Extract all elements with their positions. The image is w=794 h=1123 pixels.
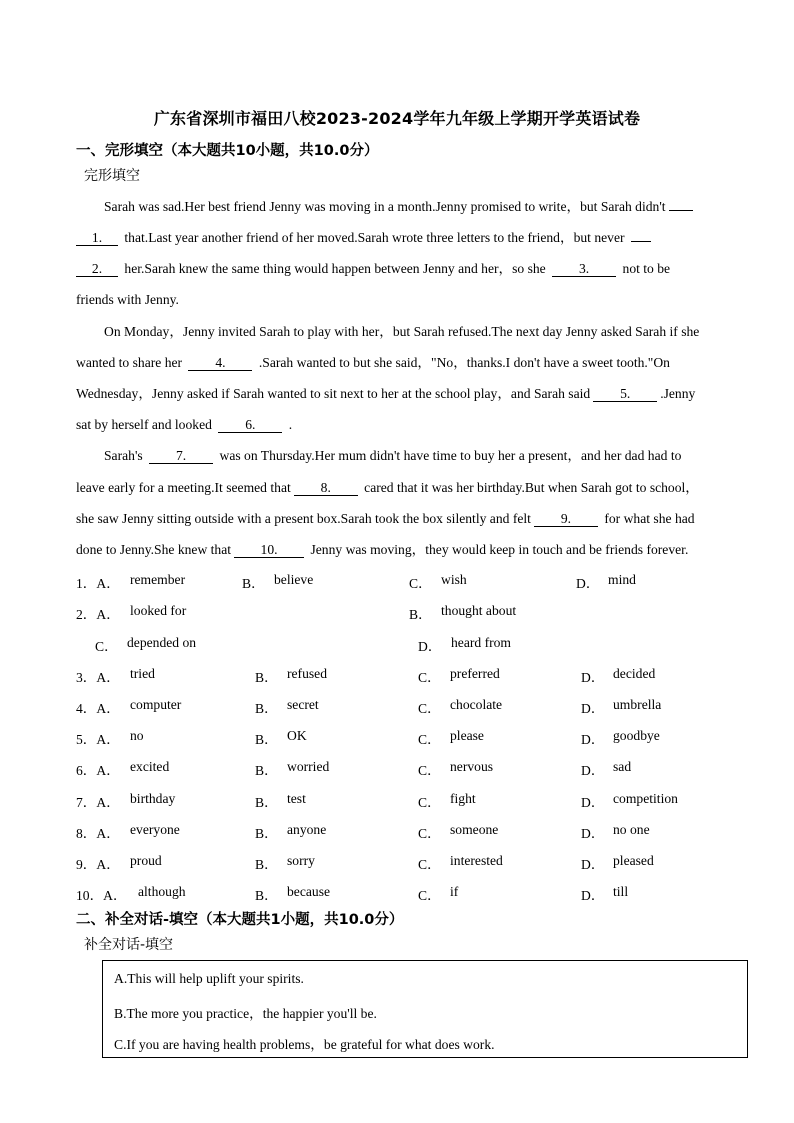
passage-line xyxy=(76,354,746,372)
passage-text: Sarah's xyxy=(104,448,143,463)
option-c[interactable]: please xyxy=(450,728,484,743)
option-d-label: D． xyxy=(581,763,605,778)
option-a[interactable]: although xyxy=(138,884,186,899)
option-b[interactable]: sorry xyxy=(287,853,315,868)
passage-text: .Jenny xyxy=(660,386,696,401)
option-c-label: C． xyxy=(418,826,441,841)
question-row xyxy=(76,822,756,840)
dialog-options-box xyxy=(102,960,748,1058)
option-c-label: C． xyxy=(418,763,441,778)
passage-line xyxy=(76,229,746,247)
option-c[interactable]: wish xyxy=(441,572,467,587)
question-number: 3．A． xyxy=(76,670,120,685)
option-a[interactable]: birthday xyxy=(130,791,176,806)
passage-line xyxy=(76,385,746,403)
blank-underline xyxy=(631,241,651,242)
passage-line xyxy=(76,260,746,278)
option-d-label: D． xyxy=(581,795,605,810)
option-a[interactable]: excited xyxy=(130,759,170,774)
question-row xyxy=(76,603,756,621)
question-row xyxy=(76,853,756,871)
question-row xyxy=(76,697,756,715)
option-b[interactable]: anyone xyxy=(287,822,327,837)
option-c-label: C． xyxy=(409,576,432,591)
option-c-label: C． xyxy=(418,888,441,903)
option-b-label: B． xyxy=(255,795,278,810)
section-2-heading: 二、补全对话-填空（本大题共1小题，共10.0分） xyxy=(76,912,404,928)
option-c-label: C． xyxy=(418,670,441,685)
passage-text: for what she had xyxy=(604,511,695,526)
option-a[interactable]: tried xyxy=(130,666,155,681)
option-d-label: D． xyxy=(576,576,600,591)
section-1-subheading: 完形填空 xyxy=(84,168,140,184)
option-c-label: C． xyxy=(418,857,441,872)
option-a[interactable]: no xyxy=(130,728,144,743)
option-b[interactable]: thought about xyxy=(441,603,517,618)
option-d-label: D． xyxy=(581,826,605,841)
option-b[interactable]: test xyxy=(287,791,306,806)
option-b[interactable]: worried xyxy=(287,759,330,774)
passage-text: was on Thursday.Her mum didn't have time to buy her a present，and her dad had to xyxy=(219,448,682,463)
option-c[interactable]: someone xyxy=(450,822,499,837)
dialog-option-b: B.The more you practice，the happier you'll be. xyxy=(114,1006,377,1021)
passage-text: . xyxy=(288,417,293,432)
passage-text: her.Sarah knew the same thing would happen between Jenny and her，so she xyxy=(124,261,546,276)
dialog-option-a: A.This will help uplift your spirits. xyxy=(114,971,304,986)
passage-line: On Monday，Jenny invited Sarah to play with her，but Sarah refused.The next day Jenny asked Sarah if she xyxy=(104,324,700,339)
blank-3: 3. xyxy=(552,262,616,277)
blank-2: 2. xyxy=(76,262,118,277)
option-b[interactable]: OK xyxy=(287,728,307,743)
option-d[interactable]: till xyxy=(613,884,629,899)
option-d[interactable]: goodbye xyxy=(613,728,660,743)
option-b-label: B． xyxy=(255,857,278,872)
passage-text: Jenny was moving，they would keep in touch and be friends forever. xyxy=(310,542,689,557)
passage-text: wanted to share her xyxy=(76,355,183,370)
option-c-label: C． xyxy=(418,701,441,716)
question-row xyxy=(76,635,756,653)
option-c[interactable]: nervous xyxy=(450,759,494,774)
option-d-label: D． xyxy=(581,670,605,685)
option-b-label: B． xyxy=(255,826,278,841)
passage-text: not to be xyxy=(622,261,671,276)
option-d[interactable]: heard from xyxy=(451,635,512,650)
blank-10: 10. xyxy=(234,543,304,558)
question-number: 7．A． xyxy=(76,795,120,810)
dialog-option-c: C.If you are having health problems，be grateful for what does work. xyxy=(114,1037,495,1052)
passage-line xyxy=(76,510,746,528)
section-1-heading: 一、完形填空（本大题共10小题，共10.0分） xyxy=(76,143,379,159)
option-c-label: C． xyxy=(95,639,118,654)
question-row xyxy=(76,666,756,684)
blank-7: 7. xyxy=(149,449,213,464)
question-number: 8．A． xyxy=(76,826,120,841)
passage-text: cared that it was her birthday.But when Sarah got to school， xyxy=(364,480,699,495)
question-number: 5．A． xyxy=(76,732,120,747)
option-d[interactable]: no one xyxy=(613,822,650,837)
option-d[interactable]: competition xyxy=(613,791,678,806)
option-a[interactable]: proud xyxy=(130,853,162,868)
option-a[interactable]: computer xyxy=(130,697,182,712)
question-number: 6．A． xyxy=(76,763,120,778)
option-b-label: B． xyxy=(255,701,278,716)
option-d[interactable]: umbrella xyxy=(613,697,662,712)
exam-title: 广东省深圳市福田八校2023-2024学年九年级上学期开学英语试卷 xyxy=(153,109,641,128)
passage-line xyxy=(104,198,746,216)
option-c[interactable]: fight xyxy=(450,791,476,806)
option-b-label: B． xyxy=(409,607,432,622)
option-a[interactable]: looked for xyxy=(130,603,187,618)
option-d[interactable]: decided xyxy=(613,666,656,681)
question-row xyxy=(76,572,756,590)
question-number: 10．A． xyxy=(76,888,127,903)
option-c[interactable]: chocolate xyxy=(450,697,503,712)
passage-text: done to Jenny.She knew that xyxy=(76,542,232,557)
passage-line xyxy=(76,479,746,497)
passage-line xyxy=(104,447,746,465)
blank-5: 5. xyxy=(593,387,657,402)
option-b[interactable]: refused xyxy=(287,666,328,681)
passage-text: leave early for a meeting.It seemed that xyxy=(76,480,291,495)
option-b[interactable]: because xyxy=(287,884,331,899)
blank-9: 9. xyxy=(534,512,598,527)
passage-text: Wednesday，Jenny asked if Sarah wanted to sit next to her at the school play，and Sarah said xyxy=(76,386,591,401)
passage-line: friends with Jenny. xyxy=(76,292,179,307)
question-number: 1．A． xyxy=(76,576,120,591)
passage-line xyxy=(76,541,746,559)
option-b-label: B． xyxy=(255,888,278,903)
passage-text: Sarah was sad.Her best friend Jenny was moving in a month.Jenny promised to write，but Sarah didn't xyxy=(104,199,666,214)
option-d[interactable]: sad xyxy=(613,759,632,774)
option-d-label: D． xyxy=(581,701,605,716)
option-c[interactable]: preferred xyxy=(450,666,500,681)
option-c-label: C． xyxy=(418,732,441,747)
blank-4: 4. xyxy=(188,356,252,371)
option-b-label: B． xyxy=(255,732,278,747)
question-number: 9．A． xyxy=(76,857,120,872)
option-c[interactable]: interested xyxy=(450,853,503,868)
passage-text: that.Last year another friend of her moved.Sarah wrote three letters to the friend，but never xyxy=(124,230,625,245)
option-d[interactable]: mind xyxy=(608,572,636,587)
question-row xyxy=(76,759,756,777)
option-a[interactable]: remember xyxy=(130,572,186,587)
option-b[interactable]: secret xyxy=(287,697,319,712)
option-c[interactable]: depended on xyxy=(127,635,197,650)
option-c-label: C． xyxy=(418,795,441,810)
blank-underline xyxy=(669,210,693,211)
option-c[interactable]: if xyxy=(450,884,459,899)
question-row xyxy=(76,728,756,746)
option-d-label: D． xyxy=(581,888,605,903)
option-b-label: B． xyxy=(255,670,278,685)
option-b[interactable]: believe xyxy=(274,572,314,587)
blank-6: 6. xyxy=(218,418,282,433)
option-d-label: D． xyxy=(581,732,605,747)
blank-8: 8. xyxy=(294,481,358,496)
passage-text: she saw Jenny sitting outside with a present box.Sarah took the box silently and felt xyxy=(76,511,531,526)
passage-line xyxy=(76,416,746,434)
option-b-label: B． xyxy=(242,576,265,591)
option-d[interactable]: pleased xyxy=(613,853,654,868)
option-d-label: D． xyxy=(418,639,442,654)
section-2-subheading: 补全对话-填空 xyxy=(84,937,174,953)
blank-1: 1. xyxy=(76,231,118,246)
option-d-label: D． xyxy=(581,857,605,872)
question-row xyxy=(76,884,756,902)
passage-text: sat by herself and looked xyxy=(76,417,212,432)
option-a[interactable]: everyone xyxy=(130,822,180,837)
question-number: 4．A． xyxy=(76,701,120,716)
question-number: 2．A． xyxy=(76,607,120,622)
option-b-label: B． xyxy=(255,763,278,778)
passage-text: .Sarah wanted to but she said，"No，thanks.I don't have a sweet tooth."On xyxy=(258,355,670,370)
question-row xyxy=(76,791,756,809)
